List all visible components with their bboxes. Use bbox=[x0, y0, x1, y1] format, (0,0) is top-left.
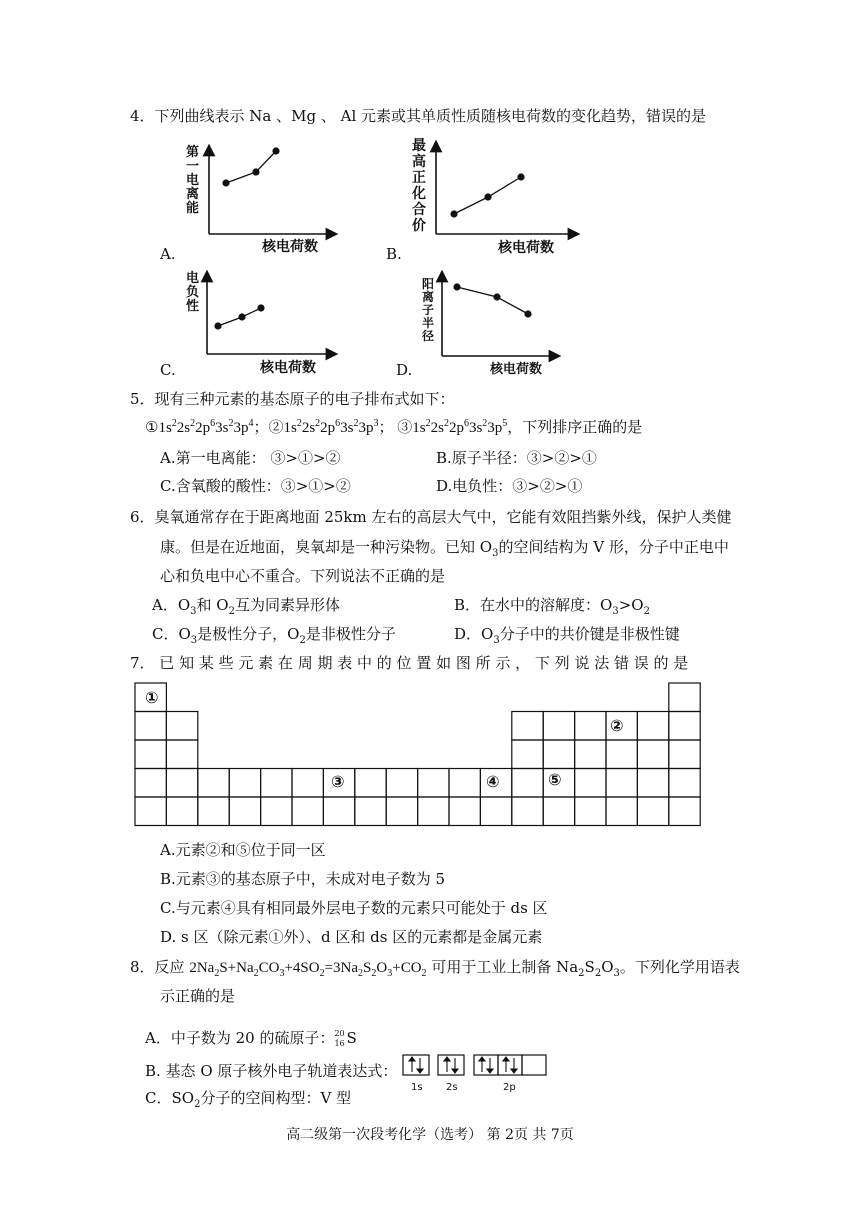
orbital-label-2p: 2p bbox=[503, 1082, 516, 1093]
graph-b-ylabel-2: 正 bbox=[412, 170, 426, 186]
q8-option-b: B. 基态 O 原子核外电子轨道表达式： bbox=[145, 1062, 398, 1080]
q4-option-d: D. bbox=[396, 361, 413, 379]
q5-option-c: C.含氧酸的酸性：③>①>② bbox=[160, 477, 351, 495]
q5-option-b: B.原子半径：③>②>① bbox=[436, 449, 597, 467]
graph-a-ylabel-0: 第 bbox=[186, 145, 200, 160]
q7-option-d: D. s 区（除元素①外）、d 区和 ds 区的元素都是金属元素 bbox=[160, 928, 543, 946]
orbital-label-2s: 2s bbox=[446, 1082, 458, 1093]
graph-b-ylabel-1: 高 bbox=[412, 154, 426, 170]
q7-stem: 7． 已 知 某 些 元 素 在 周 期 表 中 的 位 置 如 图 所 示 ， 下 列 说 法 错 误 的 是 bbox=[130, 654, 689, 672]
q4-stem: 4．下列曲线表示 Na 、Mg 、 Al 元素或其单质性质随核电荷数的变化趋势，错误的是 bbox=[130, 107, 707, 125]
q6-stem-2: 康。但是在近地面，臭氧却是一种污染物。已知 $O_3$的空间结构为 V 形，分子中正电中 bbox=[160, 538, 729, 559]
orbital-label-1s: 1s bbox=[411, 1082, 423, 1093]
q4-option-a: A. bbox=[160, 245, 176, 263]
q8-option-a: A．中子数为 20 的硫原子： 20 16 S bbox=[145, 1029, 357, 1048]
q7-option-c: C.与元素④具有相同最外层电子数的元素只可能处于 ds 区 bbox=[160, 899, 548, 917]
graph-d-ylabel-1: 离 bbox=[422, 290, 435, 304]
q8-stem-2: 示正确的是 bbox=[160, 987, 236, 1005]
q4-option-c: C. bbox=[160, 361, 176, 379]
q7-option-a: A.元素②和⑤位于同一区 bbox=[160, 841, 326, 859]
q6-stem-3: 心和负电中心不重合。下列说法不正确的是 bbox=[160, 567, 446, 585]
sulfur-atomic-number: 16 bbox=[334, 1039, 345, 1048]
graph-d-ylabel-2: 子 bbox=[422, 303, 435, 317]
mark-1: ① bbox=[145, 688, 159, 707]
sulfur-mass-number: 20 bbox=[334, 1029, 345, 1038]
q8-stem-1: 8．反应 $2Na_2S+Na_2CO_3+4SO_2=3Na_2S_2O_3+CO_2$ 可用于工业上制备 $Na_2S_2O_3$。下列化学用语表 bbox=[130, 958, 740, 979]
graph-c-xlabel: 核电荷数 bbox=[260, 360, 316, 376]
q7-option-b: B.元素③的基态原子中，未成对电子数为 5 bbox=[160, 870, 446, 888]
mark-5: ⑤ bbox=[548, 770, 562, 789]
graph-a-ylabel-2: 电 bbox=[186, 173, 200, 188]
q6-option-d: D．$O_3$分子中的共价键是非极性键 bbox=[454, 625, 680, 646]
graph-c-ylabel-0: 电 bbox=[186, 271, 200, 286]
q5-configs-suffix: ，下列排序正确的是 bbox=[507, 420, 643, 436]
graph-a-ylabel-4: 能 bbox=[186, 201, 200, 216]
graph-b-ylabel-5: 价 bbox=[412, 218, 426, 234]
mark-3: ③ bbox=[331, 772, 345, 791]
graph-d-ylabel-0: 阳 bbox=[422, 277, 435, 291]
mark-2: ② bbox=[610, 716, 624, 735]
mark-4: ④ bbox=[486, 772, 500, 791]
graph-c-ylabel-1: 负 bbox=[186, 285, 200, 300]
q8-option-c: C．$SO_2$分子的空间构型：V 型 bbox=[145, 1089, 352, 1110]
q6-option-b: B．在水中的溶解度：$O_3>O_2$ bbox=[454, 596, 650, 617]
q5-option-d: D.电负性：③>②>① bbox=[436, 477, 583, 495]
graph-b-ylabel-0: 最 bbox=[412, 138, 426, 154]
graph-b-ylabel-4: 合 bbox=[412, 202, 426, 218]
q6-option-a: A．$O_3$和 $O_2$互为同素异形体 bbox=[152, 596, 340, 617]
graph-d-ylabel-3: 半 bbox=[422, 316, 435, 330]
graph-a-ylabel-1: 一 bbox=[186, 159, 200, 174]
graph-d-ylabel-4: 径 bbox=[422, 329, 435, 343]
q4-option-b: B. bbox=[386, 245, 402, 263]
q5-option-a: A.第一电离能： ③>①>② bbox=[160, 449, 341, 467]
q5-stem: 5．现有三种元素的基态原子的电子排布式如下： bbox=[130, 390, 455, 408]
graph-c-ylabel-2: 性 bbox=[186, 299, 200, 314]
graph-a-xlabel: 核电荷数 bbox=[262, 239, 318, 255]
graph-b-xlabel: 核电荷数 bbox=[498, 240, 554, 256]
graph-d-xlabel: 核电荷数 bbox=[490, 362, 543, 377]
q6-option-c: C．$O_3$是极性分子，$O_2$是非极性分子 bbox=[152, 625, 396, 646]
graph-a-ylabel-3: 离 bbox=[186, 187, 200, 202]
q5-configs: $①1s^22s^22p^63s^23p^4$；$②1s^22s^22p^63s^23p^3$； $③1s^22s^22p^63s^23p^5$，下列排序正确的是 bbox=[145, 418, 643, 436]
q6-stem-1: 6．臭氧通常存在于距离地面 25km 左右的高层大气中，它能有效阻挡紫外线，保护人类健 bbox=[130, 508, 732, 526]
graph-b-ylabel-3: 化 bbox=[412, 186, 426, 202]
page-footer: 高二级第一次段考化学（选考） 第 2页 共 7页 bbox=[286, 1127, 574, 1143]
